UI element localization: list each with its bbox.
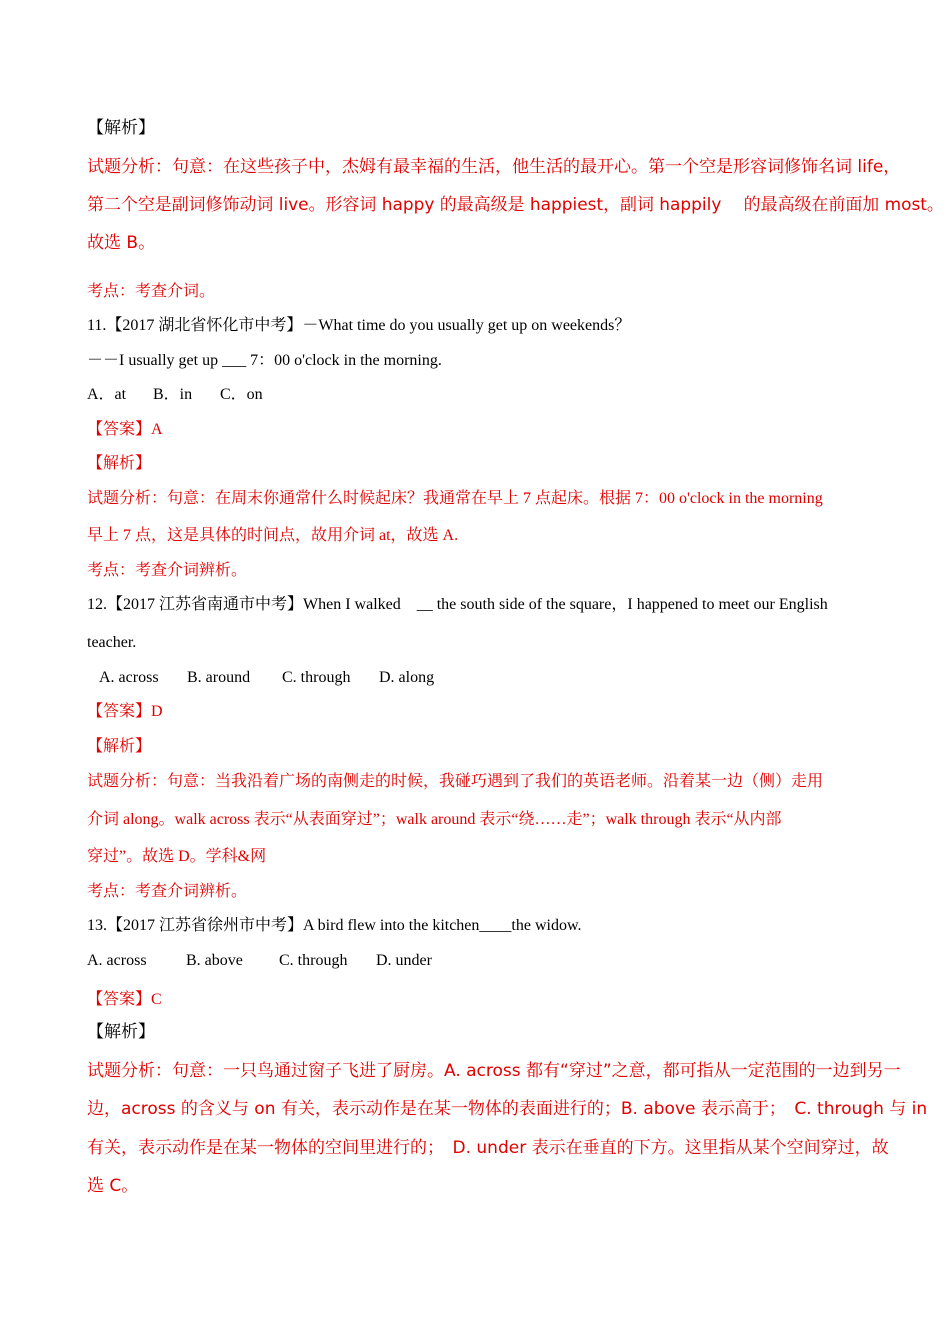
q12-option-d: D. along [379, 669, 435, 686]
q11-analysis-label: 【解析】 [87, 455, 152, 472]
q10-analysis-line-3: 故选 B。 [87, 233, 156, 253]
q12-options [99, 668, 434, 688]
q13-analysis-line-4: 选 C。 [87, 1176, 139, 1196]
q13-option-b: B. above [186, 952, 243, 969]
q12-option-b: B. around [187, 669, 251, 686]
q10-analysis-line-1: 试题分析：句意：在这些孩子中，杰姆有最幸福的生活，他生活的最开心。第一个空是形容词修饰名词 life， [87, 157, 901, 177]
q10-kaodian: 考点：考查介词。 [87, 283, 216, 300]
q13-options [87, 951, 432, 971]
q13-option-d: D. under [376, 952, 432, 969]
q12-analysis-label: 【解析】 [87, 738, 152, 755]
q13-analysis-line-3: 有关，表示动作是在某一物体的空间里进行的； D. under 表示在垂直的下方。这里指从某个空间穿过，故 [87, 1138, 889, 1158]
q11-analysis-line-2: 早上 7 点，这是具体的时间点，故用介词 at，故选 A. [87, 527, 459, 544]
q12-option-a: A. across [99, 669, 159, 686]
q11-stem-2: －－I usually get up ___ 7：00 o'clock in the morning. [87, 352, 442, 369]
q13-analysis-line-1: 试题分析：句意：一只鸟通过窗子飞进了厨房。A. across 都有“穿过”之意，都可指从一定范围的一边到另一 [87, 1061, 901, 1081]
q12-stem-2: teacher. [87, 634, 137, 651]
q12-kaodian: 考点：考查介词辨析。 [87, 883, 248, 900]
q13-analysis-line-2: 边，across 的含义与 on 有关，表示动作是在某一物体的表面进行的；B. above 表示高于； C. through 与 in [87, 1099, 928, 1119]
q12-answer: 【答案】D [87, 703, 163, 720]
q12-option-c: C. through [282, 669, 351, 686]
q11-stem: 11.【2017 湖北省怀化市中考】－What time do you usually get up on weekends？ [87, 317, 631, 334]
q10-analysis-label: 【解析】 [87, 118, 155, 138]
q12-analysis-line-2: 介词 along。walk across 表示“从表面穿过”；walk around 表示“绕……走”；walk through 表示“从内部 [87, 811, 782, 828]
q11-kaodian: 考点：考查介词辨析。 [87, 562, 248, 579]
q11-answer: 【答案】A [87, 421, 163, 438]
q11-analysis-line-1: 试题分析：句意：在周末你通常什么时候起床？我通常在早上 7 点起床。根据 7：00 o'clock in the morning [87, 490, 823, 507]
q11-option-c: C．on [220, 386, 263, 403]
q13-stem: 13.【2017 江苏省徐州市中考】A bird flew into the kitchen____the widow. [87, 917, 582, 934]
q10-analysis-line-2: 第二个空是副词修饰动词 live。形容词 happy 的最高级是 happiest，副词 happily 的最高级在前面加 most。 [87, 195, 944, 215]
q11-option-b: B．in [153, 386, 193, 403]
q13-option-c: C. through [279, 952, 348, 969]
q12-analysis-line-3: 穿过”。故选 D。学科&网 [87, 848, 267, 865]
q13-analysis-label: 【解析】 [87, 1022, 155, 1042]
q11-options [87, 385, 263, 405]
q13-option-a: A. across [87, 952, 147, 969]
q11-option-a: A．at [87, 386, 127, 403]
q13-answer: 【答案】C [87, 991, 162, 1008]
q12-stem: 12.【2017 江苏省南通市中考】When I walked __ the south side of the square，I happened to meet our English [87, 596, 828, 613]
q12-analysis-line-1: 试题分析：句意：当我沿着广场的南侧走的时候，我碰巧遇到了我们的英语老师。沿着某一边（侧）走用 [87, 773, 824, 790]
